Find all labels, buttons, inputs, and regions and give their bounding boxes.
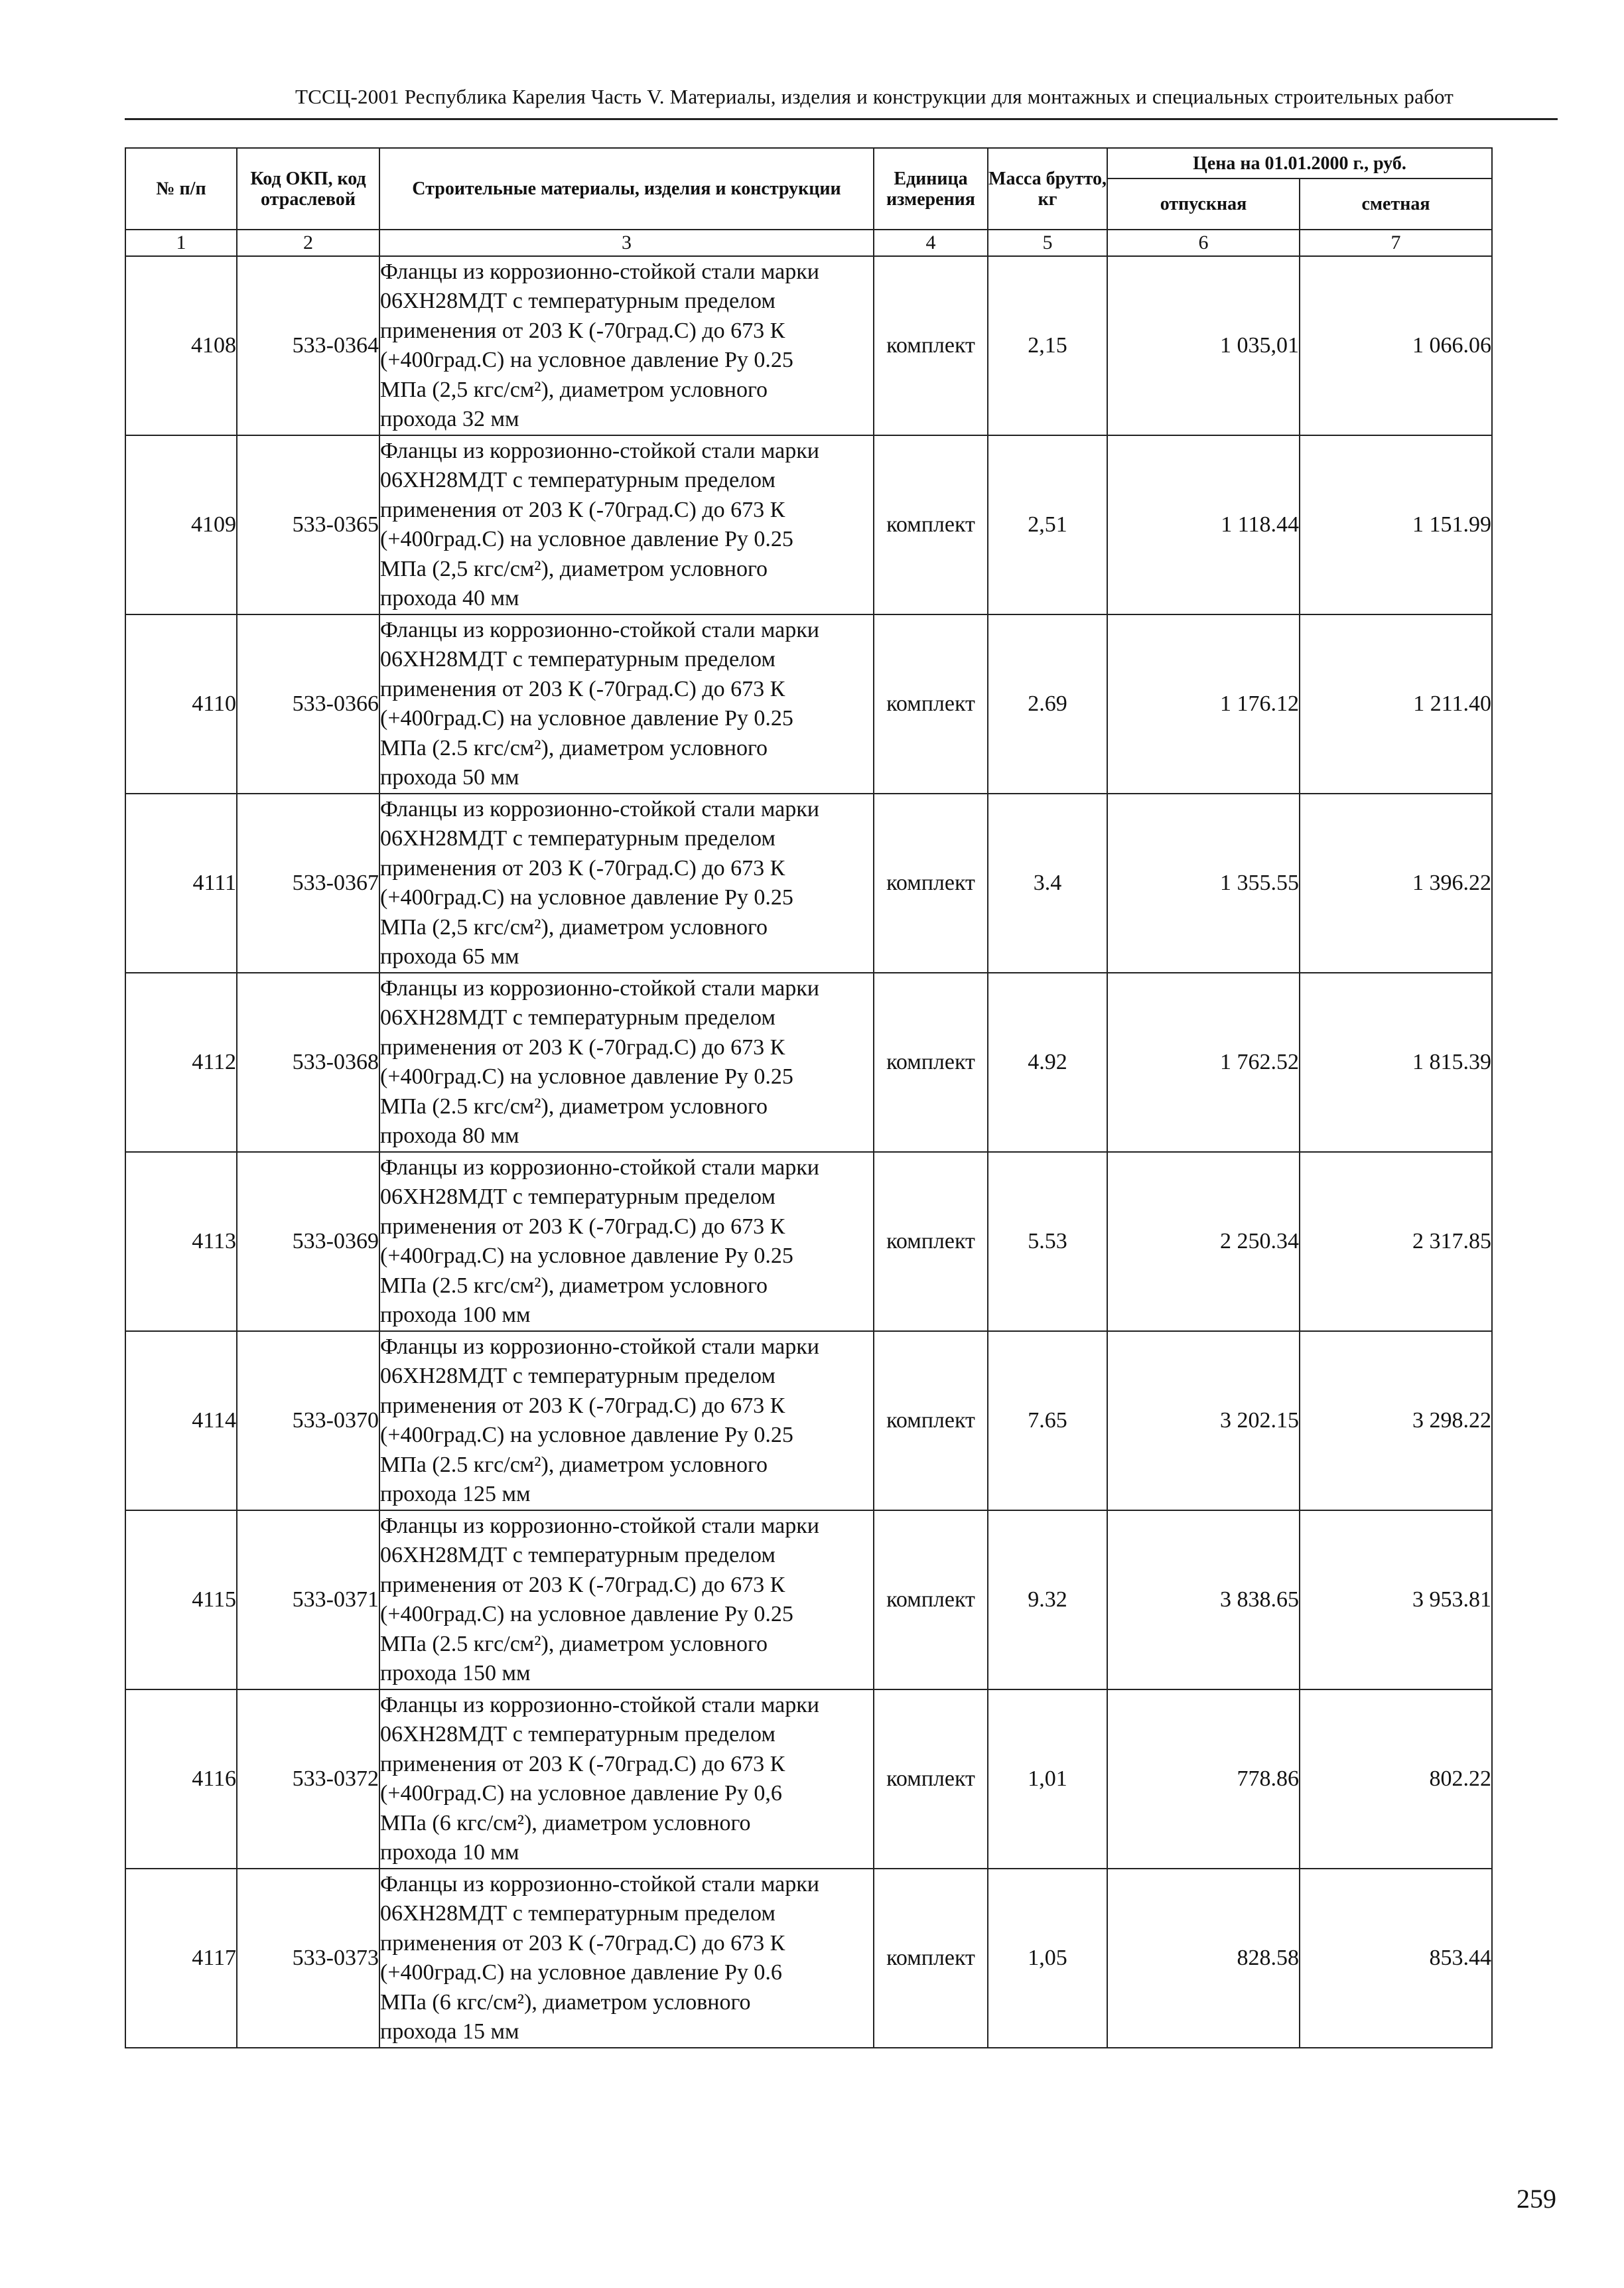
row-unit: комплект: [874, 1331, 988, 1510]
description-line: МПа (6 кгс/см²), диаметром условного: [380, 1989, 751, 2015]
row-price-release: 828.58: [1107, 1869, 1300, 2048]
row-price-estimate: 3 298.22: [1300, 1331, 1492, 1510]
description-line: прохода 15 мм: [380, 2019, 519, 2044]
description-line: прохода 150 мм: [380, 1661, 531, 1685]
row-code: 533-0368: [237, 973, 379, 1152]
price-table: [125, 147, 1493, 2048]
table-row: [125, 256, 1492, 435]
description-line: 06ХН28МДТ с температурным пределом: [380, 1901, 776, 1926]
row-mass: 4.92: [988, 973, 1107, 1152]
description-line: 06ХН28МДТ с температурным пределом: [380, 1722, 776, 1747]
description-line: применения от 203 К (-70град.С) до 673 К: [380, 318, 785, 343]
row-mass: 2,51: [988, 435, 1107, 614]
column-number: 2: [237, 230, 379, 256]
row-code: 533-0373: [237, 1869, 379, 2048]
row-price-release: 1 762.52: [1107, 973, 1300, 1152]
description-line: применения от 203 К (-70град.С) до 673 К: [380, 1751, 785, 1776]
row-unit: комплект: [874, 1510, 988, 1689]
row-description: [379, 435, 874, 614]
header-rule: [125, 118, 1558, 120]
header-price-estimate: сметная: [1300, 179, 1492, 230]
row-description: [379, 794, 874, 973]
description-line: (+400град.С) на условное давление Ру 0.25: [380, 1244, 793, 1268]
row-code: 533-0370: [237, 1331, 379, 1510]
header-price-release: отпускная: [1107, 179, 1300, 230]
table-row: [125, 1331, 1492, 1510]
row-price-release: 1 035,01: [1107, 256, 1300, 435]
description-line: 06ХН28МДТ с температурным пределом: [380, 289, 776, 313]
row-code: 533-0372: [237, 1689, 379, 1869]
row-mass: 9.32: [988, 1510, 1107, 1689]
row-number: 4112: [125, 973, 237, 1152]
row-number: 4116: [125, 1689, 237, 1869]
row-code: 533-0369: [237, 1152, 379, 1331]
row-number: 4109: [125, 435, 237, 614]
row-price-estimate: 3 953.81: [1300, 1510, 1492, 1689]
row-code: 533-0371: [237, 1510, 379, 1689]
column-number: 4: [874, 230, 988, 256]
description-line: Фланцы из коррозионно-стойкой стали марки: [380, 1513, 819, 1538]
row-number: 4117: [125, 1869, 237, 2048]
row-price-estimate: 853.44: [1300, 1869, 1492, 2048]
description-line: Фланцы из коррозионно-стойкой стали марки: [380, 259, 819, 284]
description-line: 06ХН28МДТ с температурным пределом: [380, 1543, 776, 1567]
description-line: (+400град.С) на условное давление Ру 0.6: [380, 1960, 782, 1985]
description-line: (+400град.С) на условное давление Ру 0.25: [380, 527, 793, 551]
description-line: МПа (2,5 кгс/см²), диаметром условного: [380, 377, 768, 402]
description-line: Фланцы из коррозионно-стойкой стали марки: [380, 975, 819, 1001]
description-line: применения от 203 К (-70град.С) до 673 К: [380, 1930, 785, 1956]
table-row: [125, 794, 1492, 973]
description-line: МПа (2.5 кгс/см²), диаметром условного: [380, 735, 768, 760]
description-line: прохода 80 мм: [380, 1123, 519, 1148]
header-code: Код ОКП, код отраслевой: [237, 148, 379, 230]
row-price-estimate: 1 211.40: [1300, 614, 1492, 794]
description-line: применения от 203 К (-70град.С) до 673 К: [380, 1214, 785, 1239]
row-description: [379, 614, 874, 794]
description-line: МПа (2,5 кгс/см²), диаметром условного: [380, 914, 768, 940]
header-num: № п/п: [125, 148, 237, 230]
row-unit: комплект: [874, 1689, 988, 1869]
row-price-estimate: 1 815.39: [1300, 973, 1492, 1152]
description-line: применения от 203 К (-70град.С) до 673 К: [380, 1035, 785, 1060]
description-line: применения от 203 К (-70град.С) до 673 К: [380, 1572, 785, 1597]
row-price-estimate: 1 151.99: [1300, 435, 1492, 614]
description-line: МПа (2.5 кгс/см²), диаметром условного: [380, 1094, 768, 1119]
column-number: 1: [125, 230, 237, 256]
row-description: [379, 1869, 874, 2048]
table-body: [125, 230, 1492, 2048]
row-code: 533-0365: [237, 435, 379, 614]
table-row: [125, 1689, 1492, 1869]
row-code: 533-0367: [237, 794, 379, 973]
header-material: Строительные материалы, изделия и конструкции: [379, 148, 874, 230]
header-unit: Единица измерения: [874, 148, 988, 230]
row-mass: 2.69: [988, 614, 1107, 794]
description-line: прохода 100 мм: [380, 1303, 531, 1327]
description-line: прохода 125 мм: [380, 1482, 531, 1506]
description-line: МПа (6 кгс/см²), диаметром условного: [380, 1810, 751, 1835]
description-line: Фланцы из коррозионно-стойкой стали марки: [380, 796, 819, 822]
description-line: Фланцы из коррозионно-стойкой стали марки: [380, 438, 819, 463]
row-unit: комплект: [874, 794, 988, 973]
row-price-estimate: 2 317.85: [1300, 1152, 1492, 1331]
row-number: 4108: [125, 256, 237, 435]
page-header: ТССЦ-2001 Республика Карелия Часть V. Материалы, изделия и конструкции для монтажных и специальных строительных работ: [295, 85, 1454, 108]
row-description: [379, 1510, 874, 1689]
description-line: (+400град.С) на условное давление Ру 0.25: [380, 885, 793, 910]
row-price-estimate: 1 396.22: [1300, 794, 1492, 973]
row-price-release: 1 118.44: [1107, 435, 1300, 614]
description-line: прохода 40 мм: [380, 586, 519, 610]
description-line: Фланцы из коррозионно-стойкой стали марки: [380, 1155, 819, 1180]
description-line: (+400град.С) на условное давление Ру 0.25: [380, 348, 793, 372]
table-row: [125, 973, 1492, 1152]
row-mass: 3.4: [988, 794, 1107, 973]
description-line: применения от 203 К (-70град.С) до 673 К: [380, 676, 785, 701]
description-line: (+400град.С) на условное давление Ру 0.25: [380, 1423, 793, 1447]
description-line: прохода 65 мм: [380, 944, 519, 969]
row-unit: комплект: [874, 973, 988, 1152]
description-line: прохода 32 мм: [380, 407, 519, 431]
header-price-group: Цена на 01.01.2000 г., руб.: [1107, 148, 1492, 179]
table-row: [125, 614, 1492, 794]
row-unit: комплект: [874, 1869, 988, 2048]
row-price-release: 3 202.15: [1107, 1331, 1300, 1510]
description-line: применения от 203 К (-70град.С) до 673 К: [380, 855, 785, 881]
table-row: [125, 435, 1492, 614]
row-unit: комплект: [874, 256, 988, 435]
description-line: 06ХН28МДТ с температурным пределом: [380, 468, 776, 492]
row-code: 533-0364: [237, 256, 379, 435]
row-description: [379, 1152, 874, 1331]
row-mass: 2,15: [988, 256, 1107, 435]
row-price-release: 1 176.12: [1107, 614, 1300, 794]
row-description: [379, 1331, 874, 1510]
column-numbers-row: [125, 230, 1492, 256]
row-price-release: 2 250.34: [1107, 1152, 1300, 1331]
row-price-estimate: 1 066.06: [1300, 256, 1492, 435]
header-mass: Масса брутто, кг: [988, 148, 1107, 230]
row-number: 4111: [125, 794, 237, 973]
description-line: прохода 10 мм: [380, 1840, 519, 1865]
description-line: 06ХН28МДТ с температурным пределом: [380, 647, 776, 672]
row-description: [379, 1689, 874, 1869]
row-number: 4115: [125, 1510, 237, 1689]
description-line: МПа (2,5 кгс/см²), диаметром условного: [380, 556, 768, 581]
row-mass: 7.65: [988, 1331, 1107, 1510]
description-line: МПа (2.5 кгс/см²), диаметром условного: [380, 1273, 768, 1298]
table-row: [125, 1510, 1492, 1689]
column-number: 7: [1300, 230, 1492, 256]
description-line: (+400град.С) на условное давление Ру 0,6: [380, 1781, 782, 1806]
row-mass: 1,05: [988, 1869, 1107, 2048]
row-unit: комплект: [874, 1152, 988, 1331]
row-number: 4114: [125, 1331, 237, 1510]
row-price-release: 778.86: [1107, 1689, 1300, 1869]
description-line: 06ХН28МДТ с температурным пределом: [380, 826, 776, 851]
description-line: Фланцы из коррозионно-стойкой стали марки: [380, 1871, 819, 1896]
description-line: (+400град.С) на условное давление Ру 0.25: [380, 1602, 793, 1626]
row-price-release: 1 355.55: [1107, 794, 1300, 973]
row-unit: комплект: [874, 614, 988, 794]
table-row: [125, 1869, 1492, 2048]
column-number: 3: [379, 230, 874, 256]
column-number: 6: [1107, 230, 1300, 256]
row-number: 4110: [125, 614, 237, 794]
row-number: 4113: [125, 1152, 237, 1331]
description-line: применения от 203 К (-70град.С) до 673 К: [380, 1393, 785, 1418]
description-line: 06ХН28МДТ с температурным пределом: [380, 1005, 776, 1030]
row-description: [379, 973, 874, 1152]
row-unit: комплект: [874, 435, 988, 614]
row-code: 533-0366: [237, 614, 379, 794]
description-line: Фланцы из коррозионно-стойкой стали марки: [380, 1692, 819, 1717]
description-line: Фланцы из коррозионно-стойкой стали марки: [380, 617, 819, 642]
description-line: 06ХН28МДТ с температурным пределом: [380, 1364, 776, 1388]
description-line: применения от 203 К (-70град.С) до 673 К: [380, 497, 785, 522]
row-price-release: 3 838.65: [1107, 1510, 1300, 1689]
description-line: Фланцы из коррозионно-стойкой стали марки: [380, 1334, 819, 1359]
description-line: (+400град.С) на условное давление Ру 0.25: [380, 1064, 793, 1089]
table-row: [125, 1152, 1492, 1331]
column-number: 5: [988, 230, 1107, 256]
row-mass: 5.53: [988, 1152, 1107, 1331]
description-line: прохода 50 мм: [380, 765, 519, 790]
page-number: 259: [1517, 2184, 1556, 2214]
description-line: 06ХН28МДТ с температурным пределом: [380, 1184, 776, 1209]
description-line: МПа (2.5 кгс/см²), диаметром условного: [380, 1452, 768, 1477]
description-line: (+400град.С) на условное давление Ру 0.25: [380, 706, 793, 731]
row-mass: 1,01: [988, 1689, 1107, 1869]
row-description: [379, 256, 874, 435]
description-line: МПа (2.5 кгс/см²), диаметром условного: [380, 1631, 768, 1656]
row-price-estimate: 802.22: [1300, 1689, 1492, 1869]
